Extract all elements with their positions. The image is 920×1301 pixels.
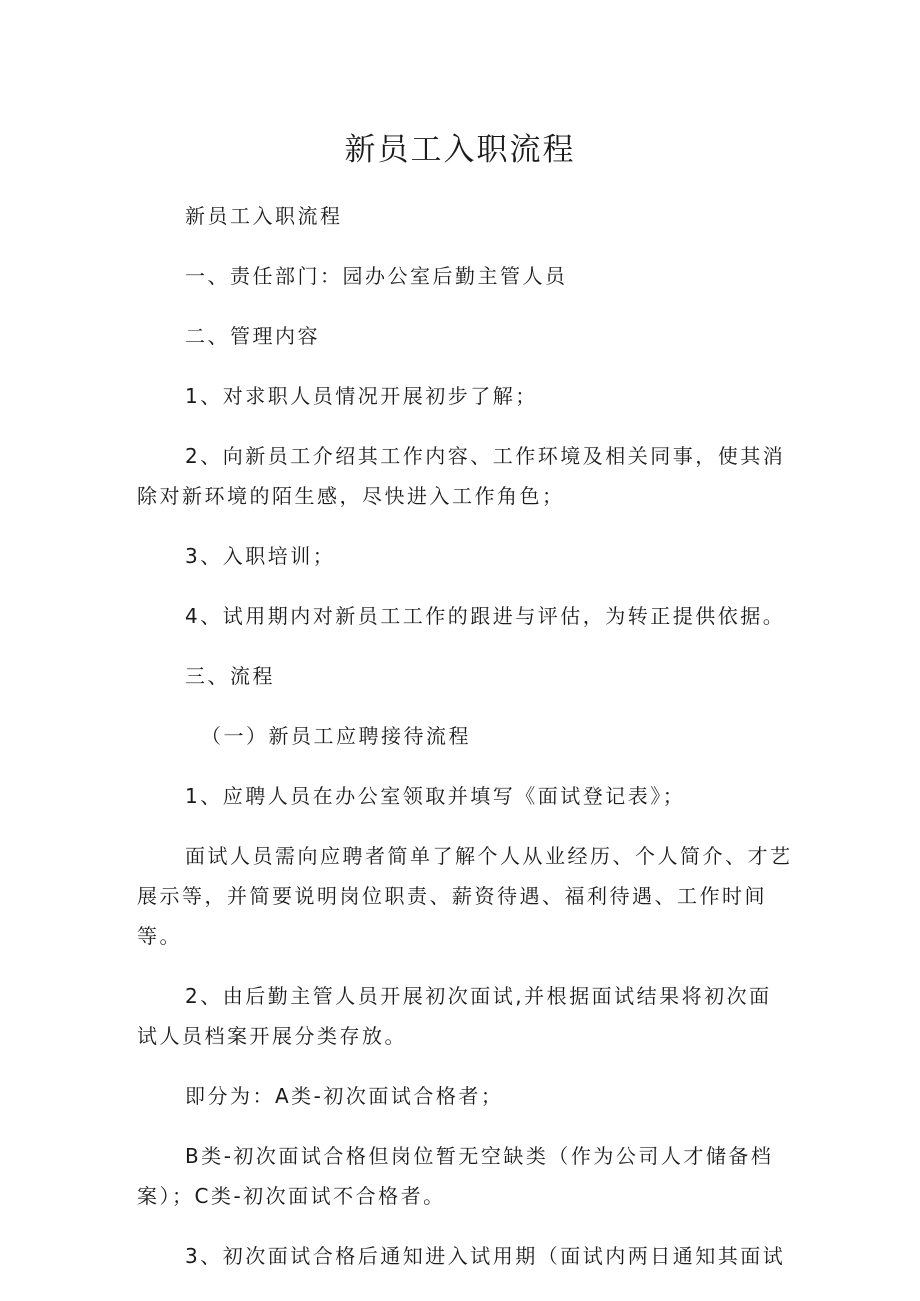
paragraph: 新员工入职流程 — [185, 204, 343, 228]
paragraph: 3、初次面试合格后通知进入试用期（面试内两日通知其面试 — [185, 1244, 786, 1268]
paragraph: 2、向新员工介绍其工作内容、工作环境及相关同事，使其消除对新环境的陌生感，尽快进入工作角色； — [137, 444, 786, 508]
document-body — [137, 196, 793, 1296]
paragraph: B类-初次面试合格但岗位暂无空缺类（作为公司人才储备档案）；C类-初次面试不合格者。 — [137, 1144, 774, 1208]
paragraph: 2、由后勤主管人员开展初次面试,并根据面试结果将初次面试人员档案开展分类存放。 — [137, 984, 772, 1048]
paragraph: 即分为：A类-初次面试合格者； — [185, 1084, 504, 1108]
paragraph: 三、流程 — [185, 664, 275, 688]
paragraph: 1、应聘人员在办公室领取并填写《面试登记表》； — [185, 784, 686, 808]
paragraph: （一）新员工应聘接待流程 — [201, 724, 471, 748]
paragraph: 1、对求职人员情况开展初步了解； — [185, 384, 538, 408]
paragraph: 一、责任部门：园办公室后勤主管人员 — [185, 264, 568, 288]
paragraph: 4、试用期内对新员工工作的跟进与评估，为转正提供依据。 — [185, 604, 786, 628]
paragraph: 面试人员需向应聘者简单了解个人从业经历、个人简介、才艺展示等，并简要说明岗位职责、薪资待遇、福利待遇、工作时间等。 — [137, 844, 793, 948]
paragraph: 3、入职培训； — [185, 544, 336, 568]
document-title: 新员工入职流程 — [344, 132, 576, 168]
paragraph: 二、管理内容 — [185, 324, 320, 348]
